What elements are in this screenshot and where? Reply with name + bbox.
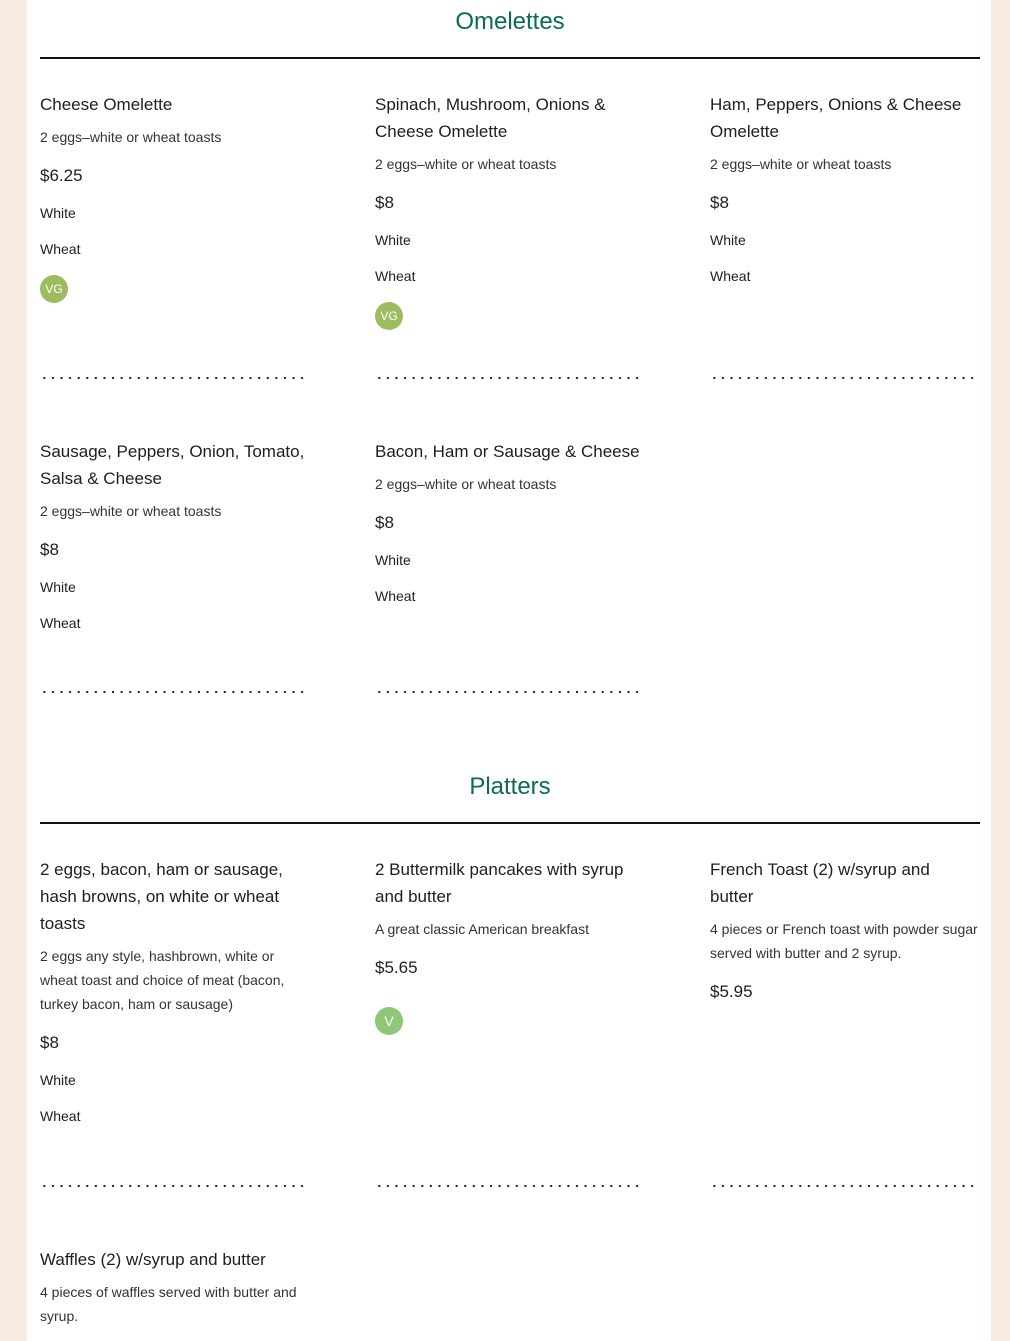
item-description: 2 eggs any style, hashbrown, white or wheat toast and choice of meat (bacon, turkey bacon, ham or sausage) <box>40 948 285 1012</box>
menu-item-waffles[interactable] <box>40 1246 308 1328</box>
item-price: $8 <box>40 540 59 559</box>
item-separator <box>710 376 978 380</box>
toast-options <box>40 1070 308 1126</box>
menu-item-eggs-platter[interactable] <box>40 856 308 1142</box>
vegetarian-badge-icon: VG <box>40 275 68 303</box>
section-title-platters: Platters <box>469 773 551 800</box>
option-wheat[interactable]: Wheat <box>40 1108 81 1124</box>
item-name: Spinach, Mushroom, Onions & Cheese Omelette <box>375 95 606 141</box>
item-name: 2 Buttermilk pancakes with syrup and butter <box>375 860 624 906</box>
toast-options <box>40 577 308 633</box>
option-white[interactable]: White <box>710 232 746 248</box>
item-description: 2 eggs–white or wheat toasts <box>375 156 557 172</box>
option-wheat[interactable]: Wheat <box>375 268 416 284</box>
item-separator <box>710 1184 978 1188</box>
item-separator <box>40 376 308 380</box>
item-price: $8 <box>375 513 394 532</box>
menu-item-cheese-omelette[interactable] <box>40 91 308 303</box>
section-divider <box>40 822 980 824</box>
item-price: $8 <box>40 1033 59 1052</box>
item-name: Ham, Peppers, Onions & Cheese Omelette <box>710 95 962 141</box>
item-separator <box>40 690 308 694</box>
option-white[interactable]: White <box>40 1072 76 1088</box>
item-separator <box>375 690 643 694</box>
item-description: 2 eggs–white or wheat toasts <box>40 503 222 519</box>
item-name: Cheese Omelette <box>40 95 173 114</box>
item-separator <box>40 1184 308 1188</box>
item-description: 4 pieces of waffles served with butter and syrup. <box>40 1284 297 1324</box>
item-price: $8 <box>375 193 394 212</box>
option-wheat[interactable]: Wheat <box>40 615 81 631</box>
item-description: 4 pieces or French toast with powder sugar served with butter and 2 syrup. <box>710 921 978 961</box>
option-white[interactable]: White <box>375 552 411 568</box>
item-description: 2 eggs–white or wheat toasts <box>710 156 892 172</box>
item-separator <box>375 376 643 380</box>
item-name: French Toast (2) w/syrup and butter <box>710 860 930 906</box>
menu-item-sausage-peppers[interactable] <box>40 438 308 649</box>
option-wheat[interactable]: Wheat <box>710 268 751 284</box>
item-price: $5.65 <box>375 958 418 977</box>
vegan-badge-icon: V <box>375 1007 403 1035</box>
option-white[interactable]: White <box>375 232 411 248</box>
item-name: 2 eggs, bacon, ham or sausage, hash browns, on white or wheat toasts <box>40 860 283 933</box>
section-divider <box>40 57 980 59</box>
option-white[interactable]: White <box>40 579 76 595</box>
item-description: 2 eggs–white or wheat toasts <box>40 129 222 145</box>
toast-options <box>710 230 978 286</box>
menu-item-buttermilk-pancakes[interactable] <box>375 856 643 1035</box>
item-name: Waffles (2) w/syrup and butter <box>40 1250 266 1269</box>
toast-options <box>375 550 643 606</box>
toast-options <box>40 203 308 259</box>
item-separator <box>375 1184 643 1188</box>
item-name: Sausage, Peppers, Onion, Tomato, Salsa & Cheese <box>40 442 305 488</box>
item-name: Bacon, Ham or Sausage & Cheese <box>375 442 640 461</box>
item-price: $8 <box>710 193 729 212</box>
vegetarian-badge-icon: VG <box>375 302 403 330</box>
option-white[interactable]: White <box>40 205 76 221</box>
menu-page <box>27 0 991 1341</box>
section-title-omelettes: Omelettes <box>455 8 565 35</box>
option-wheat[interactable]: Wheat <box>40 241 81 257</box>
item-description: A great classic American breakfast <box>375 921 589 937</box>
item-price: $5.95 <box>710 982 753 1001</box>
menu-item-ham-peppers-omelette[interactable] <box>710 91 978 302</box>
option-wheat[interactable]: Wheat <box>375 588 416 604</box>
toast-options <box>375 230 643 286</box>
menu-item-spinach-omelette[interactable] <box>375 91 643 330</box>
menu-item-bacon-ham-sausage[interactable] <box>375 438 643 622</box>
item-description: 2 eggs–white or wheat toasts <box>375 476 557 492</box>
menu-item-french-toast[interactable] <box>710 856 978 1003</box>
item-price: $6.25 <box>40 166 83 185</box>
